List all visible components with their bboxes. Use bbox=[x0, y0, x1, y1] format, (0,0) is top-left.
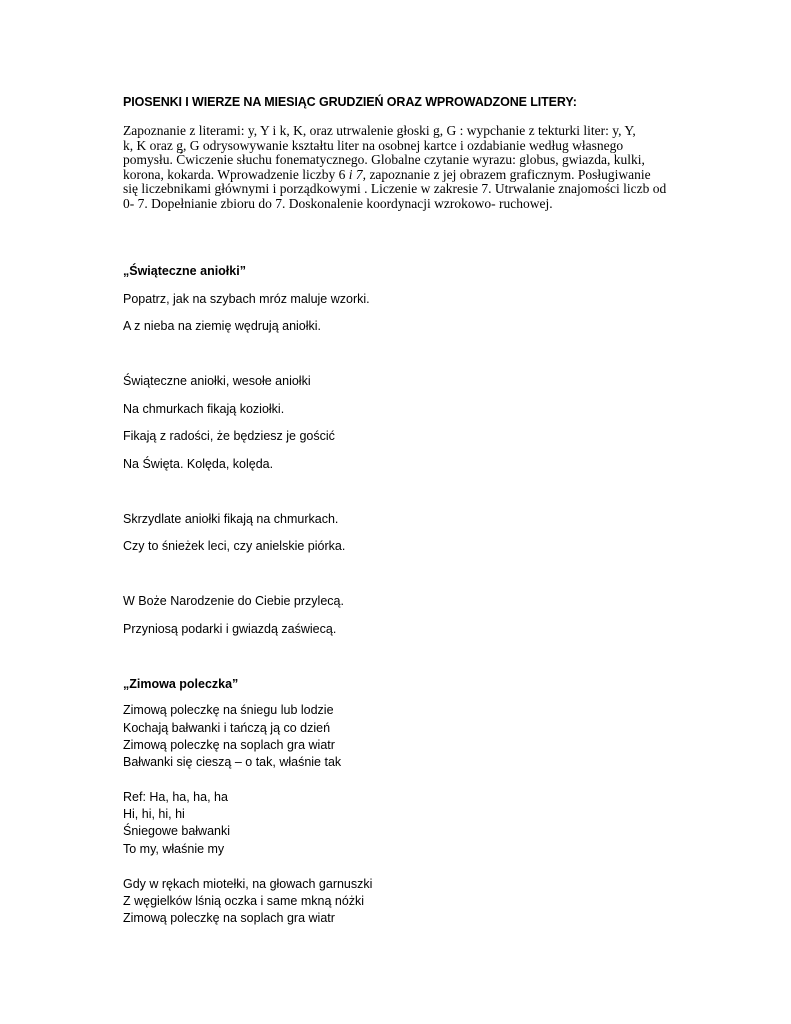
poem-line: Ref: Ha, ha, ha, ha bbox=[123, 790, 228, 804]
intro-line-italic: i 7, bbox=[348, 166, 367, 182]
intro-line: 0- 7. Dopełnianie zbioru do 7. Doskonalenie koordynacji wzrokowo- ruchowej. bbox=[123, 195, 553, 211]
intro-line-part: zapoznanie z jej obrazem graficznym. Posługiwanie bbox=[366, 166, 651, 182]
poem-line: Zimową poleczkę na soplach gra wiatr bbox=[123, 911, 335, 925]
poem-line: Hi, hi, hi, hi bbox=[123, 807, 185, 821]
intro-line: się liczebnikami głównymi i porządkowymi . Liczenie w zakresie 7. Utrwalanie znajomości liczb od bbox=[123, 181, 667, 197]
poem-line: Zimową poleczkę na śniegu lub lodzie bbox=[123, 703, 334, 717]
poem-line: Gdy w rękach miotełki, na głowach garnuszki bbox=[123, 877, 373, 891]
poem-line: Przyniosą podarki i gwiazdą zaświecą. bbox=[123, 622, 337, 636]
poem-title: „Świąteczne aniołki” bbox=[123, 264, 246, 278]
intro-line-part: korona, kokarda. Wprowadzenie liczby 6 bbox=[123, 166, 349, 182]
poem-line: A z nieba na ziemię wędrują aniołki. bbox=[123, 319, 322, 333]
intro-line: pomysłu. Ćwiczenie słuchu fonematycznego. Globalne czytanie wyrazu: globus, gwiazda, kulki, bbox=[123, 152, 645, 168]
poem-line: Z węgielków lśnią oczka i same mkną nóżki bbox=[123, 894, 365, 908]
intro-line-mixed bbox=[123, 168, 683, 183]
poem-line: To my, właśnie my bbox=[123, 842, 225, 856]
intro-line: Zapoznanie z literami: y, Y i k, K, oraz utrwalenie głoski g, G : wypchanie z tekturki liter: y, Y, bbox=[123, 123, 636, 138]
poem-line: Śniegowe bałwanki bbox=[123, 824, 231, 838]
poem-line: Fikają z radości, że będziesz je gościć bbox=[123, 429, 335, 443]
poem-line: Kochają bałwanki i tańczą ją co dzień bbox=[123, 721, 331, 735]
poem-line: Na chmurkach fikają koziołki. bbox=[123, 402, 285, 416]
poem-line: Skrzydlate aniołki fikają na chmurkach. bbox=[123, 512, 339, 526]
page-heading: PIOSENKI I WIERZE NA MIESIĄC GRUDZIEŃ ORAZ WPROWADZONE LITERY: bbox=[123, 95, 577, 109]
intro-line: k, K oraz g, G odrysowywanie kształtu liter na osobnej kartce i ozdabianie według własnego bbox=[123, 137, 624, 153]
intro-paragraph bbox=[123, 124, 683, 212]
poem-line: Bałwanki się cieszą – o tak, właśnie tak bbox=[123, 755, 342, 769]
poem-line: W Boże Narodzenie do Ciebie przylecą. bbox=[123, 594, 344, 608]
poem-line: Zimową poleczkę na soplach gra wiatr bbox=[123, 738, 335, 752]
poem-line: Czy to śnieżek leci, czy anielskie piórka. bbox=[123, 539, 346, 553]
poem-line: Na Święta. Kolęda, kolęda. bbox=[123, 457, 274, 471]
poem-title: „Zimowa poleczka” bbox=[123, 677, 239, 691]
poem-line: Świąteczne aniołki, wesołe aniołki bbox=[123, 374, 311, 388]
poem-line: Popatrz, jak na szybach mróz maluje wzorki. bbox=[123, 292, 370, 306]
